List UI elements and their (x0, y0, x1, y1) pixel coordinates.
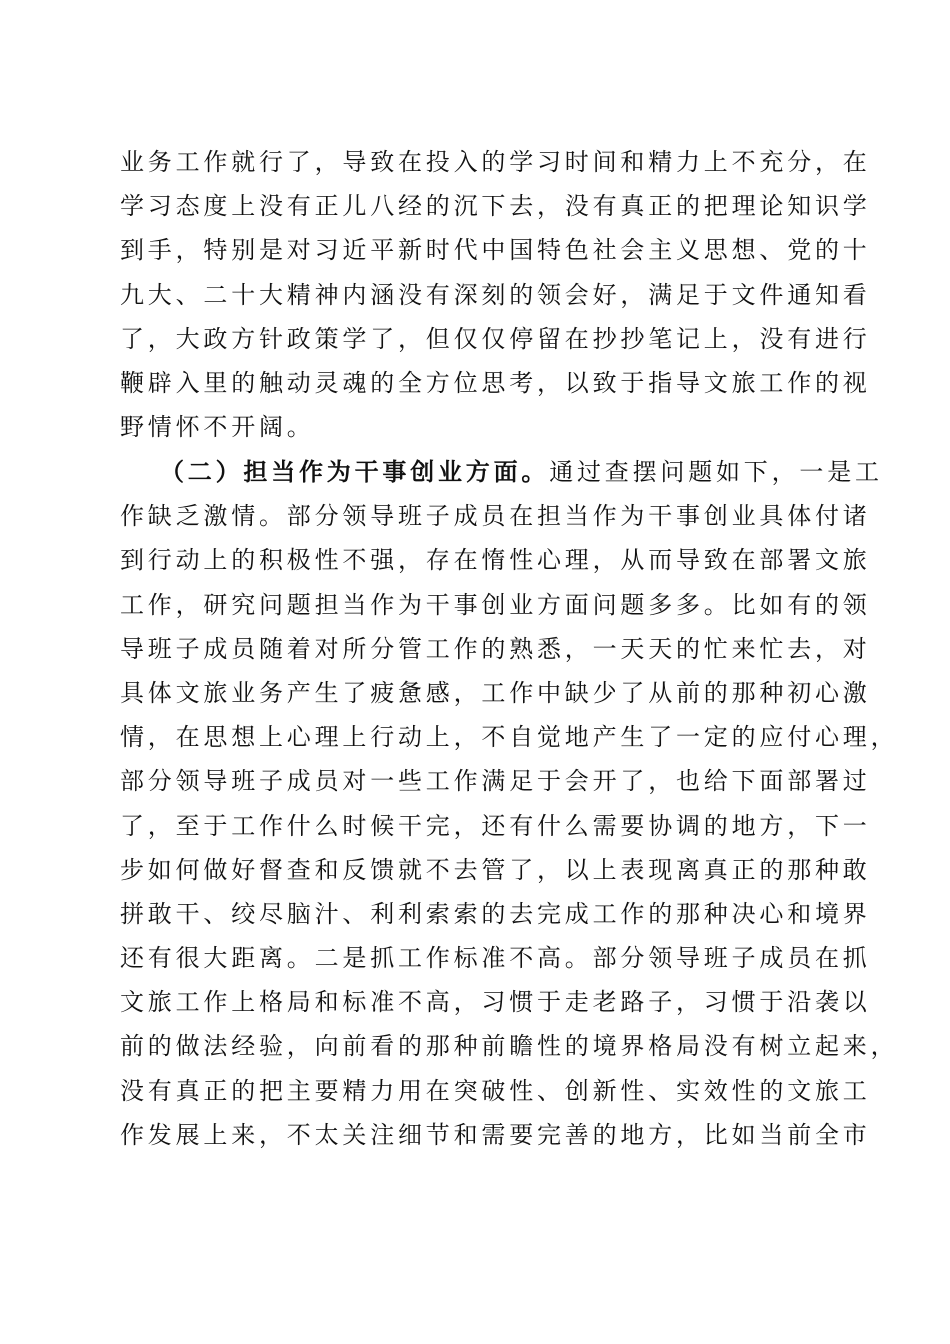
section-heading: （二）担当作为干事创业方面。 (160, 458, 550, 486)
text-line: 情，在思想上心理上行动上，不自觉地产生了一定的应付心理， (120, 723, 899, 752)
text-line: 还有很大距离。二是抓工作标准不高。部分领导班子成员在抓 (120, 944, 871, 973)
text-line: 部分领导班子成员对一些工作满足于会开了，也给下面部署过 (120, 767, 871, 796)
text-line: 前的做法经验，向前看的那种前瞻性的境界格局没有树立起来， (120, 1032, 899, 1061)
text-line-rest: 通过查摆问题如下，一是工 (549, 458, 883, 486)
text-line: 具体文旅业务产生了疲惫感，工作中缺少了从前的那种初心激 (120, 678, 871, 707)
text-line: 了，至于工作什么时候干完，还有什么需要协调的地方，下一 (120, 811, 871, 840)
text-line: 步如何做好督查和反馈就不去管了，以上表现离真正的那种敢 (120, 855, 871, 884)
text-line: 九大、二十大精神内涵没有深刻的领会好，满足于文件通知看 (120, 280, 871, 309)
text-line: 业务工作就行了，导致在投入的学习时间和精力上不充分，在 (120, 148, 871, 176)
paragraph-2 (120, 450, 899, 1157)
text-line: 作发展上来，不太关注细节和需要完善的地方，比如当前全市 (120, 1120, 871, 1149)
text-line: 学习态度上没有正儿八经的沉下去，没有真正的把理论知识学 (120, 192, 871, 221)
text-line: 拼敢干、绞尽脑汁、利利索索的去完成工作的那种决心和境界 (120, 899, 871, 928)
text-line: 到手，特别是对习近平新时代中国特色社会主义思想、党的十 (120, 236, 871, 265)
text-line: 没有真正的把主要精力用在突破性、创新性、实效性的文旅工 (120, 1076, 871, 1105)
text-line: 了，大政方针政策学了，但仅仅停留在抄抄笔记上，没有进行 (120, 324, 871, 353)
text-line: 工作，研究问题担当作为干事创业方面问题多多。比如有的领 (120, 590, 871, 619)
text-line: 野情怀不开阔。 (120, 413, 315, 442)
text-line: 导班子成员随着对所分管工作的熟悉，一天天的忙来忙去，对 (120, 634, 871, 663)
text-line: 作缺乏激情。部分领导班子成员在担当作为干事创业具体付诸 (120, 502, 871, 531)
paragraph-2-first-line (120, 450, 883, 494)
paragraph-1 (120, 140, 871, 449)
text-line: 到行动上的积极性不强，存在惰性心理，从而导致在部署文旅 (120, 546, 871, 575)
text-line: 文旅工作上格局和标准不高，习惯于走老路子，习惯于沿袭以 (120, 988, 871, 1017)
text-line: 鞭辟入里的触动灵魂的全方位思考，以致于指导文旅工作的视 (120, 368, 871, 397)
